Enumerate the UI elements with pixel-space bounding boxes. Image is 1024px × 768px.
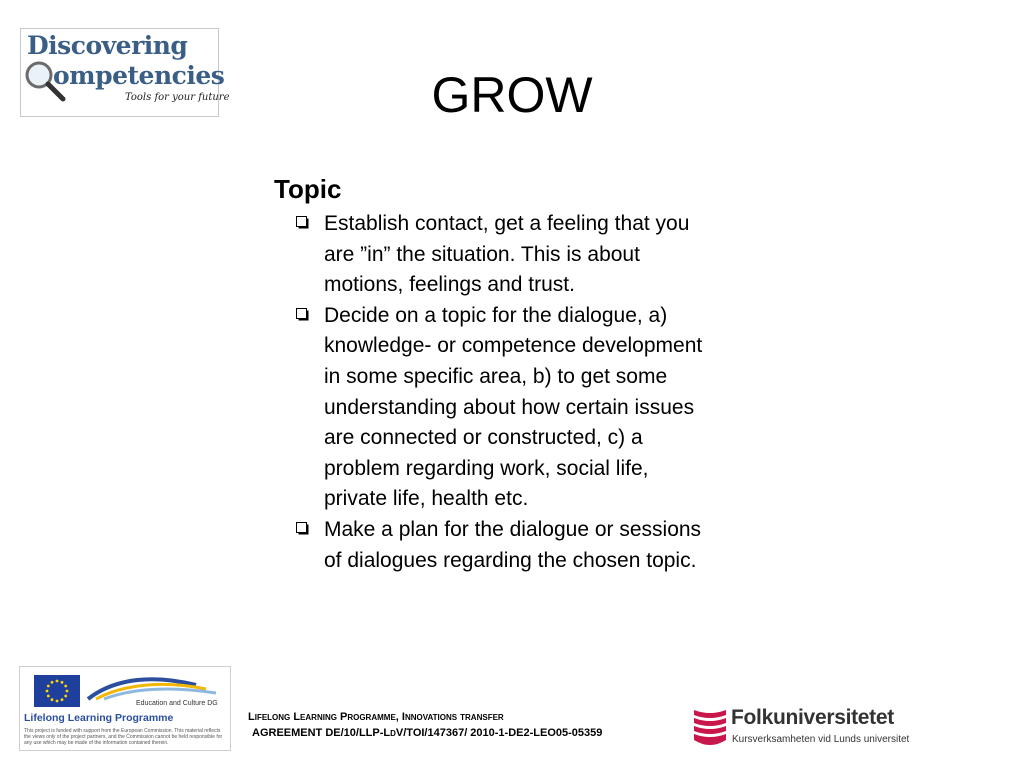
- checkbox-bullet-icon: [296, 522, 309, 535]
- footer-agreement: [248, 709, 602, 741]
- eu-lifelong-learning-logo: [19, 666, 231, 751]
- section-heading: Topic: [274, 174, 342, 204]
- checkbox-bullet-icon: [296, 308, 309, 321]
- bullet-text: Make a plan for the dialogue or sessions of dialogues regarding the chosen topic.: [324, 517, 702, 572]
- fu-name: Folkuniversitetet: [731, 706, 894, 729]
- eu-flag-icon: [34, 675, 80, 707]
- bullet-text: Establish contact, get a feeling that you are ”in” the situation. This is about motions, feelings and trust.: [324, 212, 690, 297]
- eu-disclaimer: This project is funded with support from the European Commission. This material reflects the views only of the project partners, and the Commission cannot be held responsible for any use which may be made of the information contained therein.: [24, 728, 223, 746]
- checkbox-bullet-icon: [296, 216, 309, 229]
- bullet-item: [274, 515, 714, 576]
- footer-line2: AGREEMENT DE/10/LLP-LdV/TOI/147367/ 2010-1-DE2-LEO05-05359: [252, 727, 603, 739]
- slide-title: GROW: [431, 67, 593, 123]
- bullet-text: Decide on a topic for the dialogue, a) knowledge- or competence development in some specific area, b) to get some understanding about how certain issues are connected or constructed, c) a problem regarding work, social life, private life, health etc.: [324, 303, 703, 511]
- logo-tagline: Tools for your future: [125, 92, 230, 103]
- bullet-item: [274, 209, 714, 301]
- bullet-item: [274, 301, 714, 515]
- logo-line2: ompetencies: [53, 61, 225, 90]
- programme-label: Lifelong Learning Programme: [24, 712, 174, 724]
- folkuniversitetet-mark-icon: [694, 708, 726, 748]
- edu-label: Education and Culture DG: [136, 700, 218, 707]
- education-swoosh-icon: [86, 673, 226, 703]
- logo-line1: Discovering: [27, 31, 188, 60]
- folkuniversitetet-logo: [694, 706, 934, 750]
- footer-line1: Lifelong Learning Programme, Innovations transfer: [248, 711, 504, 723]
- slide-content: [274, 174, 714, 576]
- bullet-list: [274, 209, 714, 576]
- fu-subtitle: Kursverksamheten vid Lunds universitet: [732, 734, 910, 745]
